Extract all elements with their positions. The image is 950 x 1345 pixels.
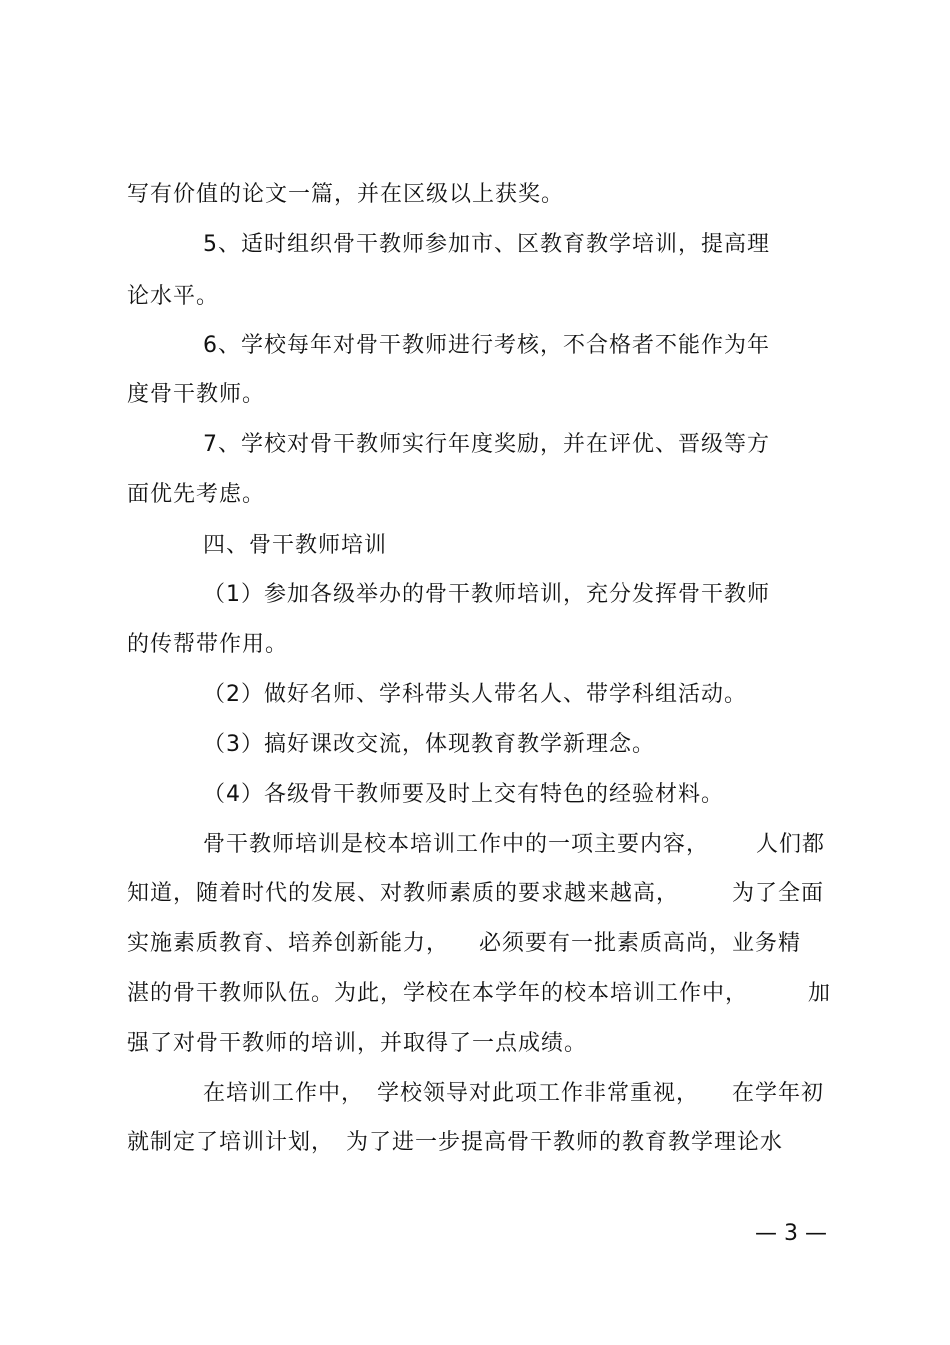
text-line: （1）参加各级举办的骨干教师培训，充分发挥骨干教师 [203,582,770,607]
text-line: 7、学校对骨干教师实行年度奖励，并在评优、晋级等方 [203,432,770,457]
text-line: （2）做好名师、学科带头人带名人、带学科组活动。 [203,682,747,707]
text-line: （4）各级骨干教师要及时上交有特色的经验材料。 [203,782,724,807]
text-line: 人们都 [756,832,826,857]
text-line: 加 [808,981,832,1006]
page-number: — 3 — [755,1221,827,1246]
text-line: 面优先考虑。 [127,482,266,507]
text-line: 骨干教师培训是校本培训工作中的一项主要内容， [203,832,710,857]
text-line: 在学年初 [732,1081,825,1106]
text-line: 为了全面 [732,881,825,906]
section-heading: 四、骨干教师培训 [203,533,388,558]
text-line: 学校领导对此项工作非常重视， [377,1081,700,1106]
text-line: 度骨干教师。 [127,382,266,407]
text-line: 论水平。 [127,284,220,309]
text-line: 湛的骨干教师队伍。为此，学校在本学年的校本培训工作中， [127,981,749,1006]
text-line: （3）搞好课改交流，体现教育教学新理念。 [203,732,655,757]
text-line: 6、学校每年对骨干教师进行考核，不合格者不能作为年 [203,333,770,358]
text-line: 5、适时组织骨干教师参加市、区教育教学培训，提高理 [203,232,770,257]
text-line: 的传帮带作用。 [127,632,289,657]
text-line: 知道，随着时代的发展、对教师素质的要求越来越高， [127,881,680,906]
text-line: 实施素质教育、培养创新能力， [127,931,450,956]
text-line: 必须要有一批素质高尚，业务精 [479,931,802,956]
text-line: 就制定了培训计划， [127,1130,335,1155]
text-line: 为了进一步提高骨干教师的教育教学理论水 [346,1130,784,1155]
text-line: 在培训工作中， [203,1081,365,1106]
text-line: 写有价值的论文一篇，并在区级以上获奖。 [127,182,565,207]
text-line: 强了对骨干教师的培训，并取得了一点成绩。 [127,1031,588,1056]
